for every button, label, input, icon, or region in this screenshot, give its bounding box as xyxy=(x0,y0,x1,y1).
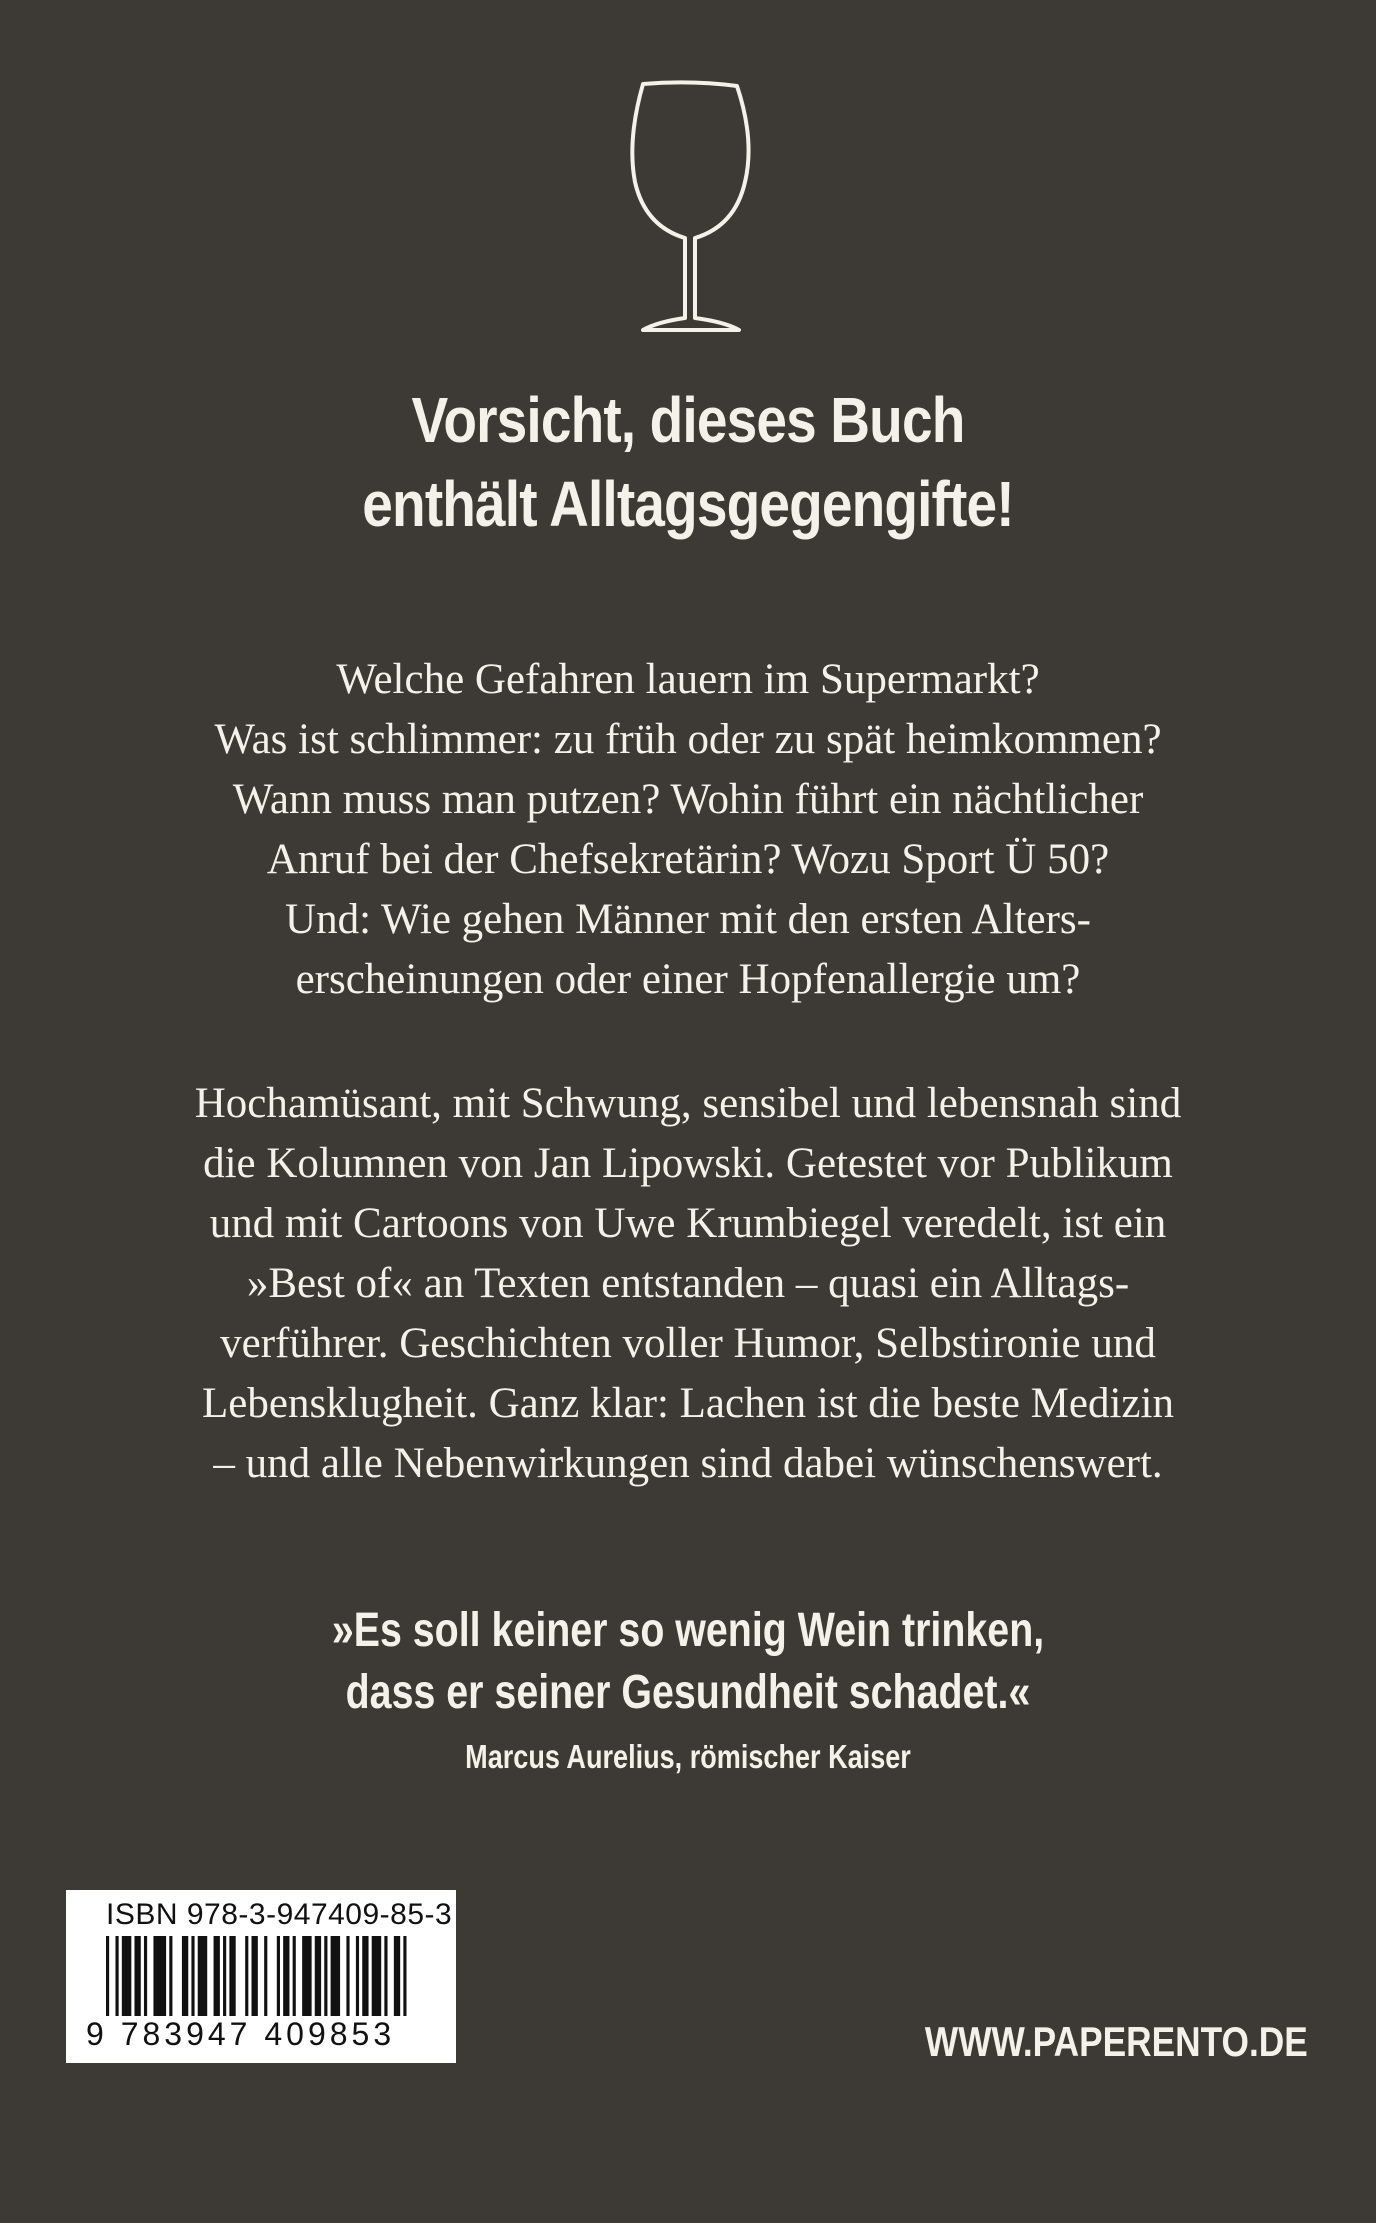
barcode-bar xyxy=(214,1936,220,2016)
barcode-bar xyxy=(106,1936,109,2016)
barcode-bar xyxy=(372,1936,381,2016)
barcode-bar xyxy=(331,1936,340,2016)
text-line: Lebensklugheit. Ganz klar: Lachen ist die beste Medizin xyxy=(202,1380,1174,1427)
text-line: Anruf bei der Chefsekretärin? Wozu Sport Ü 50? xyxy=(266,836,1110,883)
blurb-paragraph-1 xyxy=(110,650,1266,1010)
text-line: erscheinungen oder einer Hopfenallergie um? xyxy=(295,956,1081,1003)
barcode-bar xyxy=(302,1936,311,2016)
barcode-bar xyxy=(324,1936,327,2016)
barcode-bar xyxy=(394,1936,400,2016)
headline xyxy=(96,378,1279,546)
text-line: die Kolumnen von Jan Lipowski. Getestet vor Publikum xyxy=(203,1140,1173,1187)
text-line: »Best of« an Texten entstanden – quasi ein Alltags- xyxy=(246,1260,1130,1307)
text-line: Wann muss man putzen? Wohin führt ein nächtlicher xyxy=(232,776,1144,823)
headline-line-2: enthält Alltagsgegengifte! xyxy=(362,468,1014,540)
barcode-bar xyxy=(245,1936,248,2016)
text-line: – und alle Nebenwirkungen sind dabei wünschenswert. xyxy=(213,1440,1163,1487)
text-line: Hochamüsant, mit Schwung, sensibel und lebensnah sind xyxy=(194,1080,1182,1127)
barcode-bar xyxy=(403,1936,406,2016)
wine-glass-icon xyxy=(621,78,761,334)
quote-author: Marcus Aurelius, römischer Kaiser xyxy=(465,1738,911,1775)
barcode-bar xyxy=(283,1936,289,2016)
barcode-bar xyxy=(134,1936,140,2016)
text-line: verführer. Geschichten voller Humor, Selbstironie und xyxy=(220,1320,1156,1367)
barcode-bar xyxy=(153,1936,166,2016)
barcode-bar xyxy=(264,1936,267,2016)
barcode-digits: 9 783947 409853 xyxy=(86,2016,396,2052)
barcode-icon xyxy=(106,1936,416,2016)
barcode-bar xyxy=(144,1936,147,2016)
barcode-bar xyxy=(315,1936,321,2016)
text-line: Und: Wie gehen Männer mit den ersten Alters- xyxy=(285,896,1091,943)
text-line: Was ist schlimmer: zu früh oder zu spät heimkommen? xyxy=(214,716,1162,763)
barcode-bar xyxy=(293,1936,296,2016)
barcode-bar xyxy=(229,1936,235,2016)
text-line: und mit Cartoons von Uwe Krumbiegel veredelt, ist ein xyxy=(209,1200,1167,1247)
barcode-bar xyxy=(169,1936,172,2016)
text-line: Welche Gefahren lauern im Supermarkt? xyxy=(336,656,1040,703)
barcode-bar xyxy=(384,1936,387,2016)
barcode-bar xyxy=(122,1936,131,2016)
isbn-barcode xyxy=(66,1890,456,2063)
barcode-bar xyxy=(115,1936,118,2016)
barcode-bar xyxy=(346,1936,349,2016)
barcode-bar xyxy=(362,1936,368,2016)
blurb-paragraph-2 xyxy=(110,1074,1266,1494)
barcode-bar xyxy=(182,1936,188,2016)
barcode-bar xyxy=(252,1936,258,2016)
quote-line-1: »Es soll keiner so wenig Wein trinken, xyxy=(331,1604,1045,1657)
isbn-label: ISBN 978-3-947409-85-3 xyxy=(106,1898,453,1931)
headline-line-1: Vorsicht, dieses Buch xyxy=(411,384,965,456)
website-url: WWW.PAPERENTO.DE xyxy=(925,2018,1308,2065)
barcode-bar xyxy=(356,1936,359,2016)
barcode-bar xyxy=(191,1936,194,2016)
quote-line-2: dass er seiner Gesundheit schadet.« xyxy=(345,1666,1031,1719)
quote xyxy=(124,1600,1252,1724)
barcode-bar xyxy=(277,1936,280,2016)
barcode-bar xyxy=(198,1936,207,2016)
barcode-bar xyxy=(223,1936,226,2016)
